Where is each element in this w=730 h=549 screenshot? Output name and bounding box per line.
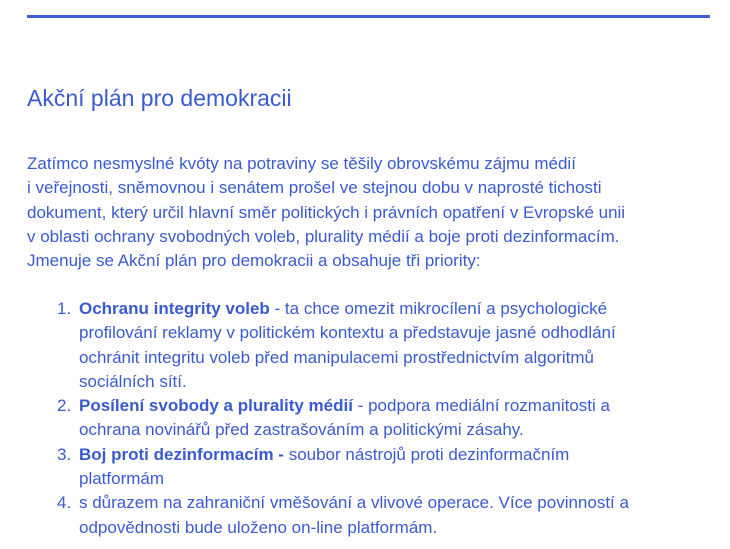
list-item-priority-1 xyxy=(27,297,707,394)
priority-text: - podpora mediální rozmanitosti a xyxy=(352,396,610,416)
intro-line: Jmenuje se Akční plán pro demokracii a obsahuje tři priority: xyxy=(27,251,481,271)
priority-heading: Posílení svobody a plurality médií xyxy=(79,396,353,416)
list-number: 1. xyxy=(57,299,72,318)
intro-line: i veřejnosti, sněmovnou i senátem prošel ve stejnou dobu v naprosté tichosti xyxy=(27,178,602,198)
list-item-priority-3 xyxy=(27,443,707,492)
page-title: Akční plán pro demokracii xyxy=(27,85,292,111)
list-item-first-line xyxy=(79,297,707,321)
priority-text: s důrazem na zahraniční vměšování a vlivové operace. Více povinností a xyxy=(79,493,629,513)
list-item-line: odpovědnosti bude uloženo on-line platformám. xyxy=(79,517,438,537)
priorities-list xyxy=(27,297,707,540)
priority-text: soubor nástrojů proti dezinformačním xyxy=(283,444,570,464)
list-item-line: ochrana novinářů před zastrašováním a politickými zásahy. xyxy=(79,420,524,440)
list-item-line: sociálních sítí. xyxy=(79,371,187,391)
list-number: 4. xyxy=(57,493,72,513)
priority-text: - ta chce omezit mikrocílení a psychologické xyxy=(269,299,608,318)
list-number: 3. xyxy=(57,444,72,464)
list-item-priority-4 xyxy=(27,491,707,540)
priority-heading: Boj proti dezinformacím - xyxy=(79,444,284,464)
list-item-line: platformám xyxy=(79,469,165,489)
list-item-line: profilování reklamy v politickém kontextu a představuje jasné odhodlání xyxy=(79,323,616,343)
list-item-first-line xyxy=(79,491,707,515)
intro-line: dokument, který určil hlavní směr politických i právních opatření v Evropské unii xyxy=(27,202,626,222)
intro-line: Zatímco nesmyslné kvóty na potraviny se těšily obrovskému zájmu médií xyxy=(27,154,576,173)
top-divider xyxy=(27,15,710,18)
list-item-first-line xyxy=(79,443,707,467)
list-item-line: ochránit integritu voleb před manipulacemi prostřednictvím algoritmů xyxy=(79,347,594,367)
intro-paragraph xyxy=(27,152,707,273)
priority-heading: Ochranu integrity voleb xyxy=(79,299,270,318)
intro-line: v oblasti ochrany svobodných voleb, plurality médií a boje proti dezinformacím. xyxy=(27,226,620,246)
list-item-priority-2 xyxy=(27,394,707,443)
list-item-first-line xyxy=(79,394,707,418)
list-number: 2. xyxy=(57,396,72,416)
